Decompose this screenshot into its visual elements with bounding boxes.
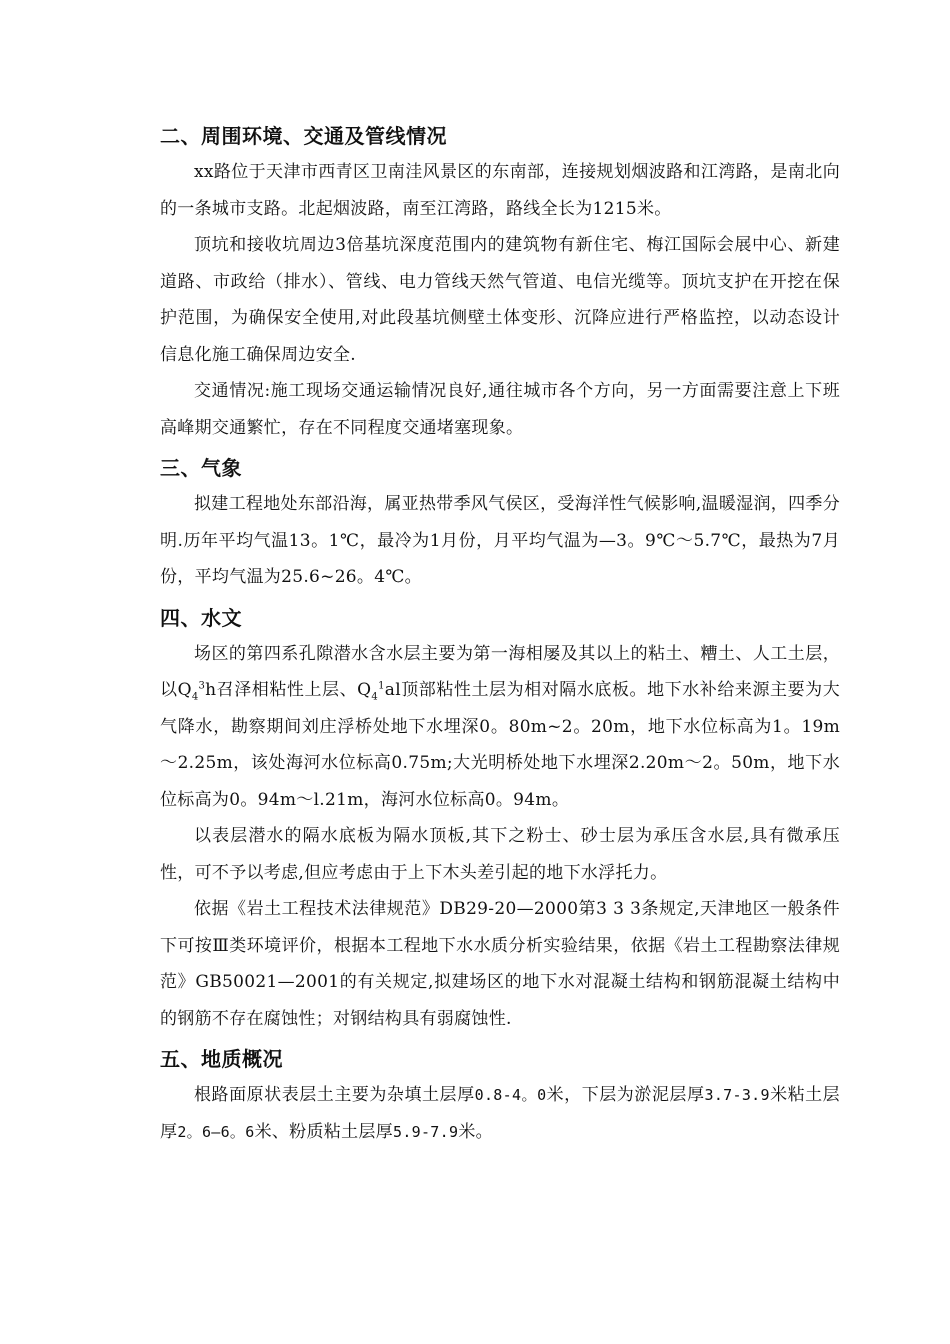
paragraph: 交通情况:施工现场交通运输情况良好,通往城市各个方向，另一方面需要注意上下班高峰期交通繁忙，存在不同程度交通堵塞现象。 bbox=[160, 381, 840, 438]
superscript: 3 bbox=[198, 680, 206, 692]
text-run: 米、粉质粘土层厚 bbox=[254, 1121, 393, 1142]
thickness-value: 2。6—6。6 bbox=[177, 1122, 255, 1141]
text-run: 米粘土层厚 bbox=[160, 1085, 840, 1142]
section-surroundings bbox=[160, 118, 840, 446]
text-run: 米。 bbox=[458, 1121, 493, 1142]
paragraph-geology-1 bbox=[160, 1077, 840, 1150]
text-run: al顶部粘性土层为相对隔水底板。地下水补给来源主要为大气降水，勘察期间刘庄浮桥处地下水埋深0。80m~2。20m，地下水位标高为1。19m～2.25m，该处海河水位标高0.75m;大光明桥处地下水埋深2.20m～2。50m，地下水位标高为0。94m～l.21m，海河水位标高0。94m。 bbox=[160, 680, 841, 810]
section-hydrology bbox=[160, 600, 840, 1038]
thickness-value: 3.7-3.9 bbox=[704, 1086, 770, 1104]
paragraph: 拟建工程地处东部沿海，属亚热带季风气侯区，受海洋性气候影响,温暖湿润，四季分明.历年平均气温13。1℃，最冷为1月份，月平均气温为—3。9℃～5.7℃，最热为7月份，平均气温为25.6~26。4℃。 bbox=[160, 494, 840, 587]
text-run: h召泽相粘性上层、Q bbox=[205, 680, 372, 700]
text-run: 米，下层为淤泥层厚 bbox=[546, 1085, 705, 1105]
thickness-value: 0.8-4。0 bbox=[474, 1086, 547, 1104]
text-run: 根路面原状表层土主要为杂填土层厚 bbox=[194, 1085, 475, 1105]
paragraph: 顶坑和接收坑周边3倍基坑深度范围内的建筑物有新住宅、梅江国际会展中心、新建道路、市政给（排水）、管线、电力管线天然气管道、电信光缆等。顶坑支护在开挖在保护范围，为确保安全使用,对此段基坑侧壁土体变形、沉降应进行严格监控，以动态设计信息化施工确保周边安全. bbox=[160, 235, 840, 365]
document-body bbox=[160, 118, 840, 1154]
paragraph-hydro-1 bbox=[160, 636, 840, 819]
section-weather bbox=[160, 450, 840, 596]
superscript: 1 bbox=[378, 680, 385, 692]
section-geology bbox=[160, 1041, 840, 1150]
section-heading: 三、气象 bbox=[160, 456, 242, 480]
section-heading: 五、地质概况 bbox=[160, 1047, 283, 1071]
thickness-value: 5.9-7.9 bbox=[392, 1122, 459, 1141]
paragraph: 依据《岩土工程技术法律规范》DB29-20—2000第3 3 3条规定,天津地区一般条件下可按Ⅲ类环境评价，根据本工程地下水水质分析实验结果，依据《岩土工程勘察法律规范》GB50021—2001的有关规定,拟建场区的地下水对混凝土结构和钢筋混凝土结构中的钢筋不存在腐蚀性；对钢结构具有弱腐蚀性. bbox=[160, 899, 840, 1029]
subscript: 4 bbox=[191, 691, 199, 703]
section-heading: 二、周围环境、交通及管线情况 bbox=[160, 124, 447, 148]
section-heading: 四、水文 bbox=[160, 605, 242, 630]
subscript: 4 bbox=[371, 691, 379, 703]
paragraph: 以表层潜水的隔水底板为隔水顶板,其下之粉士、砂士层为承压含水层,具有微承压性，可不予以考虑,但应考虑由于上下木头差引起的地下水浮托力。 bbox=[160, 826, 840, 883]
paragraph: xx路位于天津市西青区卫南洼风景区的东南部，连接规划烟波路和江湾路，是南北向的一条城市支路。北起烟波路，南至江湾路，路线全长为1215米。 bbox=[160, 162, 840, 219]
text-run: 场区的第四系孔隙潜水含水层主要为第一海相屡及其以上的粘土、糟土、人工土层，以Q bbox=[160, 643, 840, 700]
